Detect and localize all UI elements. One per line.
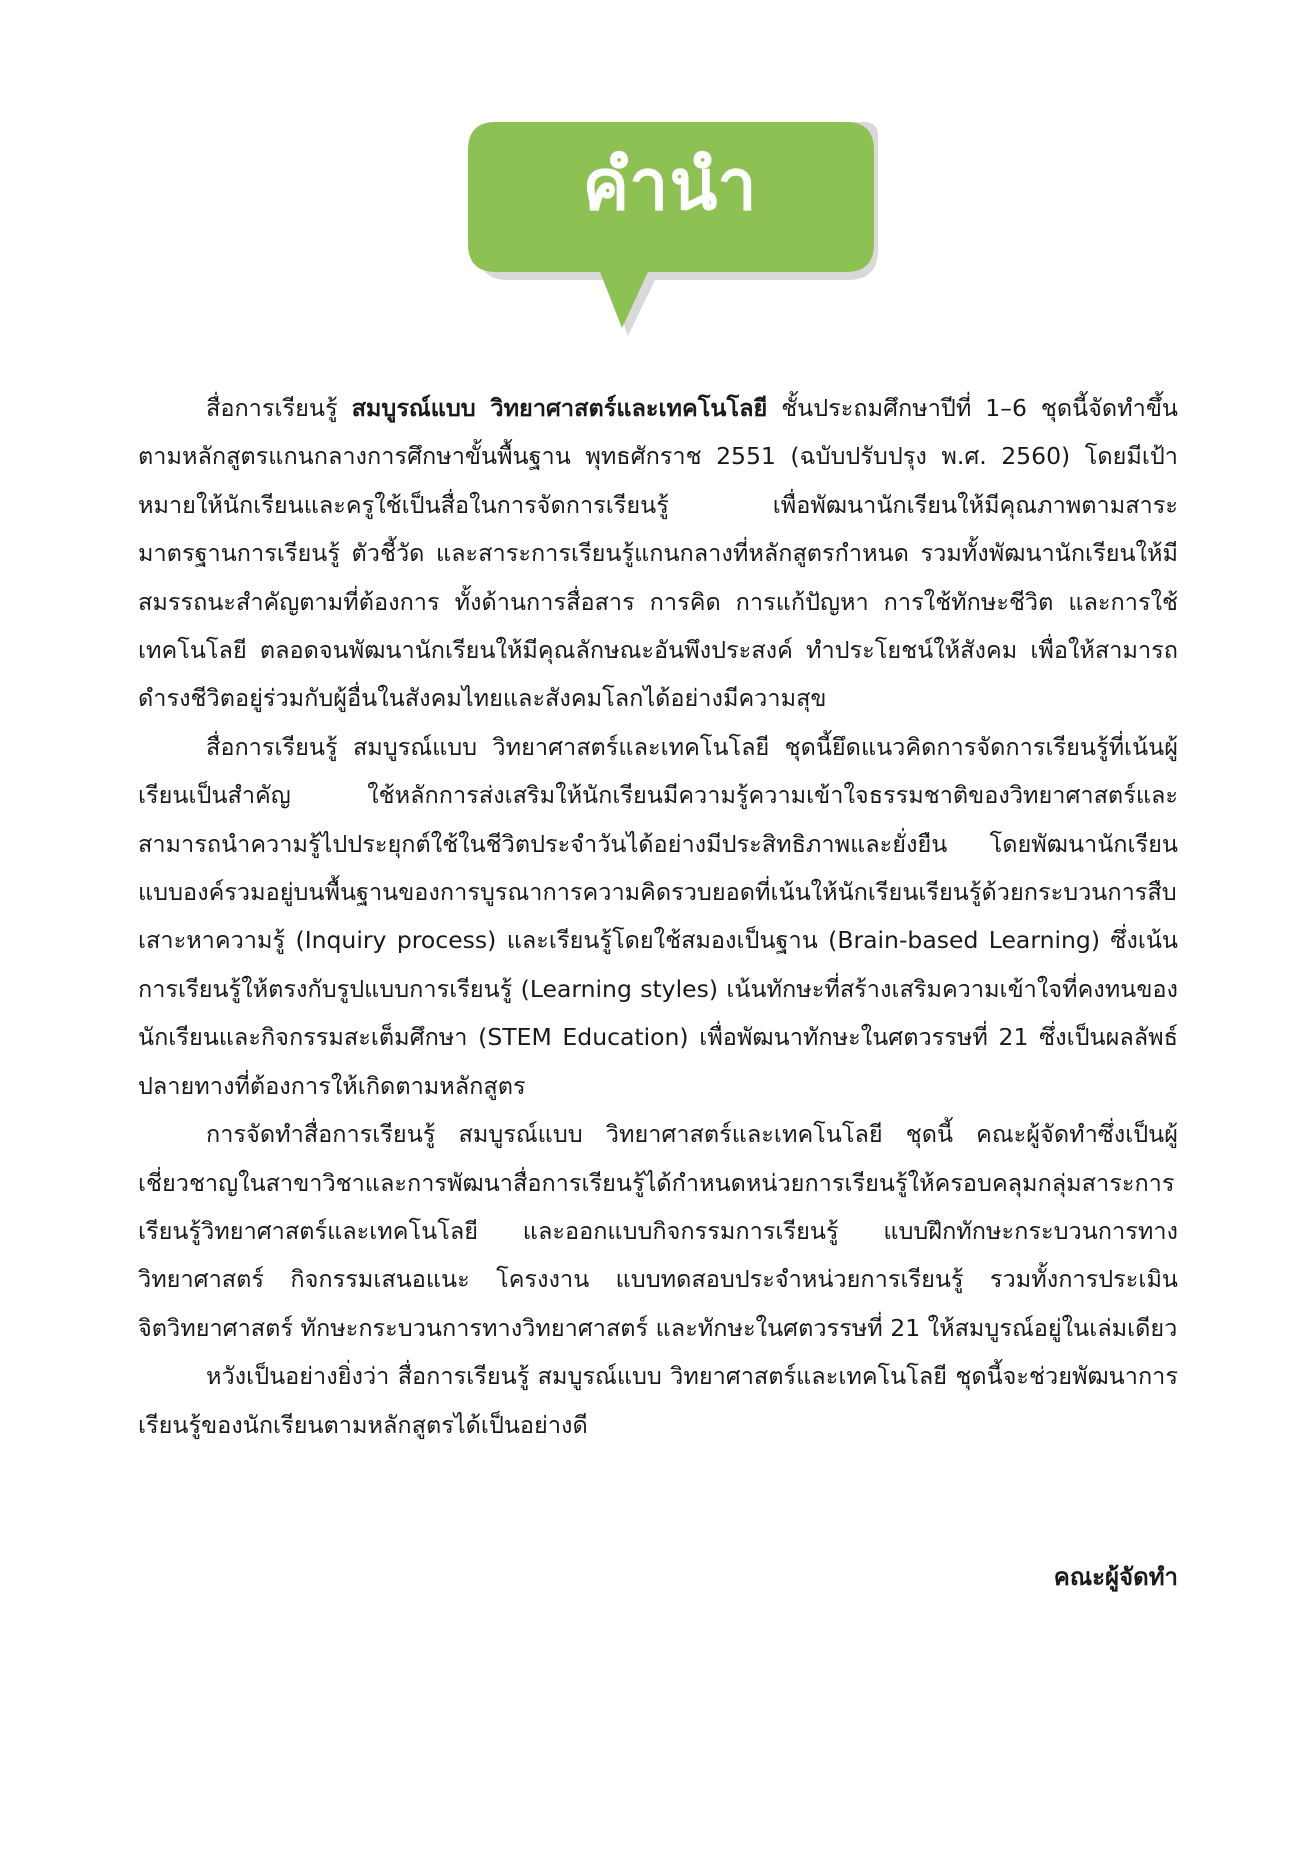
paragraph-2: สื่อการเรียนรู้ สมบูรณ์แบบ วิทยาศาสตร์และเทคโนโลยี ชุดนี้ยึดแนวคิดการจัดการเรียนรู้ที่เน้นผู้เรียนเป็นสำคัญ ใช้หลักการส่งเสริมให้นักเรียนมีความรู้ความเข้าใจธรรมชาติของวิทยาศาสตร์และสามารถนำความรู้ไปประยุกต์ใช้ในชีวิตประจำวันได้อย่างมีประสิทธิภาพและยั่งยืน โดยพัฒนานักเรียนแบบองค์รวมอยู่บนพื้นฐานของการบูรณาการความคิดรวบยอดที่เน้นให้นักเรียนเรียนรู้ด้วยกระบวนการสืบเสาะหาความรู้ (Inquiry process) และเรียนรู้โดยใช้สมองเป็นฐาน (Brain-based Learning) ซึ่งเน้นการเรียนรู้ให้ตรงกับรูปแบบการเรียนรู้ (Learning styles) เน้นทักษะที่สร้างเสริมความเข้าใจที่คงทนของนักเรียนและกิจกรรมสะเต็มศึกษา (STEM Education) เพื่อพัฒนาทักษะในศตวรรษที่ 21 ซึ่งเป็นผลลัพธ์ปลายทางที่ต้องการให้เกิดตามหลักสูตร bbox=[138, 732, 1178, 1100]
paragraph-1-lead: สื่อการเรียนรู้ bbox=[206, 394, 352, 422]
paragraph-3: การจัดทำสื่อการเรียนรู้ สมบูรณ์แบบ วิทยาศาสตร์และเทคโนโลยี ชุดนี้ คณะผู้จัดทำซึ่งเป็นผู้เชี่ยวชาญในสาขาวิชาและการพัฒนาสื่อการเรียนรู้ได้กำหนดหน่วยการเรียนรู้ให้ครอบคลุมกลุ่มสาระการเรียนรู้วิทยาศาสตร์และเทคโนโลยี และออกแบบกิจกรรมการเรียนรู้ แบบฝึกทักษะกระบวนการทางวิทยาศาสตร์ กิจกรรมเสนอแนะ โครงงาน แบบทดสอบประจำหน่วยการเรียนรู้ รวมทั้งการประเมินจิตวิทยาศาสตร์ ทักษะกระบวนการทางวิทยาศาสตร์ และทักษะในศตวรรษที่ 21 ให้สมบูรณ์อยู่ในเล่มเดียว bbox=[138, 1120, 1178, 1342]
paragraph-1-rest: ชั้นประถมศึกษาปีที่ 1–6 ชุดนี้จัดทำขึ้นตามหลักสูตรแกนกลางการศึกษาขั้นพื้นฐาน พุทธศักราช 2551 (ฉบับปรับปรุง พ.ศ. 2560) โดยมีเป้าหมายให้นักเรียนและครูใช้เป็นสื่อในการจัดการเรียนรู้ เพื่อพัฒนานักเรียนให้มีคุณภาพตามสาระ มาตรฐานการเรียนรู้ ตัวชี้วัด และสาระการเรียนรู้แกนกลางที่หลักสูตรกำหนด รวมทั้งพัฒนานักเรียนให้มีสมรรถนะสำคัญตามที่ต้องการ ทั้งด้านการสื่อสาร การคิด การแก้ปัญหา การใช้ทักษะชีวิต และการใช้เทคโนโลยี ตลอดจนพัฒนานักเรียนให้มีคุณลักษณะอันพึงประสงค์ ทำประโยชน์ให้สังคม เพื่อให้สามารถดำรงชีวิตอยู่ร่วมกับผู้อื่นในสังคมไทยและสังคมโลกได้อย่างมีความสุข bbox=[138, 394, 1178, 713]
preface-body bbox=[138, 384, 1178, 1449]
page-title: คำนำ bbox=[582, 144, 758, 226]
paragraph-1 bbox=[138, 384, 1178, 723]
signature: คณะผู้จัดทำ bbox=[1053, 1563, 1178, 1591]
series-title: สมบูรณ์แบบ วิทยาศาสตร์และเทคโนโลยี bbox=[351, 394, 768, 422]
paragraph-4: หวังเป็นอย่างยิ่งว่า สื่อการเรียนรู้ สมบูรณ์แบบ วิทยาศาสตร์และเทคโนโลยี ชุดนี้จะช่วยพัฒนาการเรียนรู้ของนักเรียนตามหลักสูตรได้เป็นอย่างดี bbox=[138, 1362, 1178, 1439]
